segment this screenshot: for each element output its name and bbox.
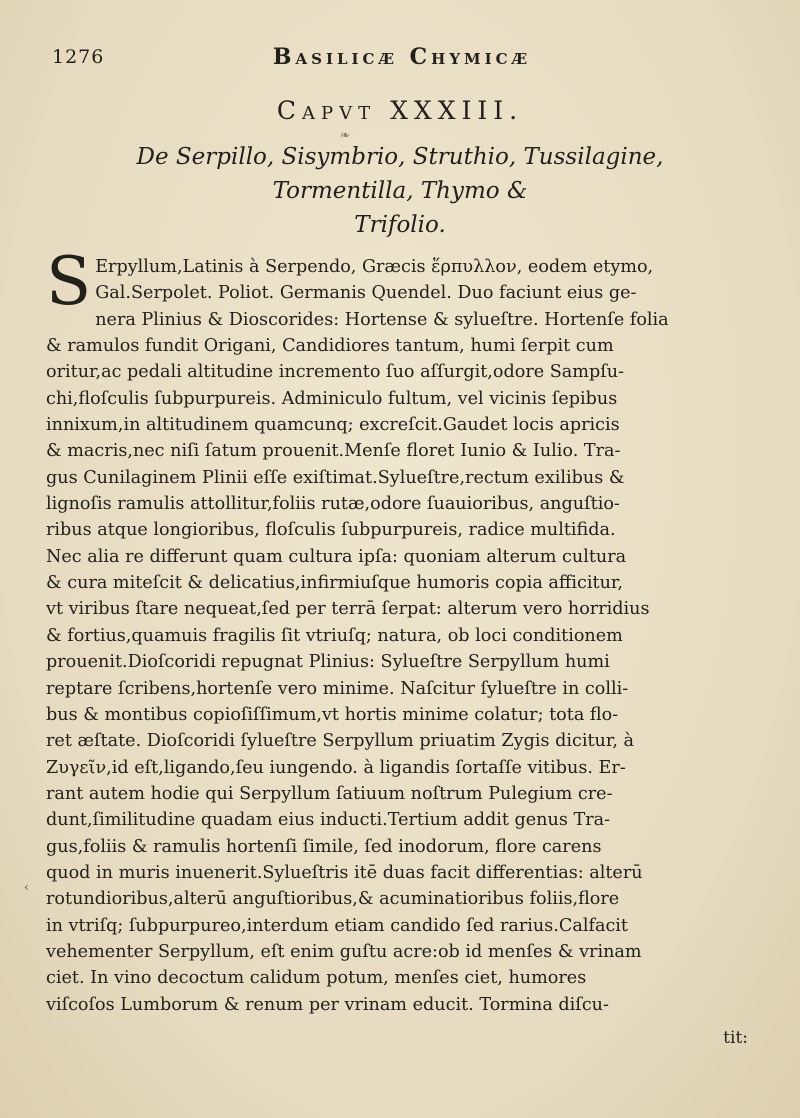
text-line: in vtriſq; ſubpurpureo,interdum etiam candido ſed rarius.Calfacit [46,915,629,936]
text-line: & ramulos fundit Origani, Candidiores tantum, humi ſerpit cum [46,336,614,357]
subtitle-line: De Serpillo, Sisymbrio, Struthio, Tussilagine, [136,144,664,170]
text-line: lignoſis ramulis attollitur,foliis rutæ,odore ſuauioribus, anguſtio- [46,494,620,515]
text-line: innixum,in altitudinem quamcunq; excreſcit.Gaudet locis apricis [46,415,620,436]
text-line: nera Plinius & Dioscorides: Hortense & sylueſtre. Hortenſe folia [95,309,669,330]
body-text [46,243,762,1018]
text-line: quod in muris inuenerit.Sylueſtris itē duas facit differentias: alterū [46,862,643,883]
text-line: gus,foliis & ramulis hortenſi ſimile, ſed inodorum, flore carens [46,836,602,857]
running-title: Basilicæ Chymicæ [272,44,532,70]
drop-cap: S [46,243,92,320]
text-line: chi,floſculis ſubpurpureis. Adminiculo fultum, vel vicinis ſepibus [46,388,618,409]
catchword: tit: [723,1028,748,1048]
text-line: & fortius,quamuis fragilis ſit vtriuſq; natura, ob loci conditionem [46,625,623,646]
text-line: prouenit.Dioſcoridi repugnat Plinius: Sylueſtre Serpyllum humi [46,652,610,673]
text-line: vehementer Serpyllum, eſt enim guſtu acre:ob id menſes & vrinam [46,941,642,962]
text-line: & cura miteſcit & delicatius,infirmiuſque humoris copia afficitur, [46,573,623,594]
subtitle-line: Tormentilla, Thymo & [272,178,528,204]
text-line: & macris,nec niſi ſatum prouenit.Menſe floret Iunio & Iulio. Tra- [46,441,621,462]
chapter-heading: Capvt XXXIII. [276,96,524,125]
text-line: viſcoſos Lumborum & renum per vrinam educit. Tormina diſcu- [46,994,609,1015]
text-line: vt viribus ſtare nequeat,ſed per terrā ſerpat: alterum vero horridius [46,599,650,620]
text-line: Ζυγεῖν,id eſt,ligando,ſeu iungendo. à ligandis ſortaſſe vitibus. Er- [46,757,626,778]
text-line: gus Cunilaginem Plinii eſſe exiſtimat.Sylueſtre,rectum exilibus & [46,467,625,488]
subtitle-line: Trifolio. [354,212,446,238]
text-line: ribus atque longioribus, floſculis ſubpurpureis, radice multifida. [46,520,616,541]
text-line: ret æſtate. Dioſcoridi ſylueſtre Serpyllum priuatim Zygis dicitur, à [46,731,635,752]
chapter-subtitle [0,140,800,242]
running-head [52,44,752,74]
text-line: rant autem hodie qui Serpyllum ſatiuum noſtrum Pulegium cre- [46,783,613,804]
text-line: Nec alia re differunt quam cultura ipſa: quoniam alterum cultura [46,546,627,567]
text-line: rotundioribus,alterū anguſtioribus,& acuminatioribus foliis,flore [46,889,620,910]
text-line: ciet. In vino decoctum calidum potum, menſes ciet, humores [46,968,587,989]
ornament-mark: ❧ [340,128,351,142]
text-line: reptare ſcribens,hortenſe vero minime. Naſcitur ſylueſtre in colli- [46,678,629,699]
text-line: bus & montibus copioſiſſimum,vt hortis minime colatur; tota flo- [46,704,619,725]
text-line: dunt,ſimilitudine quadam eius inducti.Tertium addit genus Tra- [46,810,611,831]
page-number: 1276 [52,46,105,68]
text-line: oritur,ac pedali altitudine incremento ſuo aſſurgit,odore Sampſu- [46,362,625,383]
text-line: Erpyllum,Latinis à Serpendo, Græcis ἕρπυλλον, eodem etymo, [95,257,654,277]
margin-mark: ‹ [24,880,29,894]
text-line: Gal.Serpolet. Poliot. Germanis Quendel. Duo faciunt eius ge- [95,283,637,304]
